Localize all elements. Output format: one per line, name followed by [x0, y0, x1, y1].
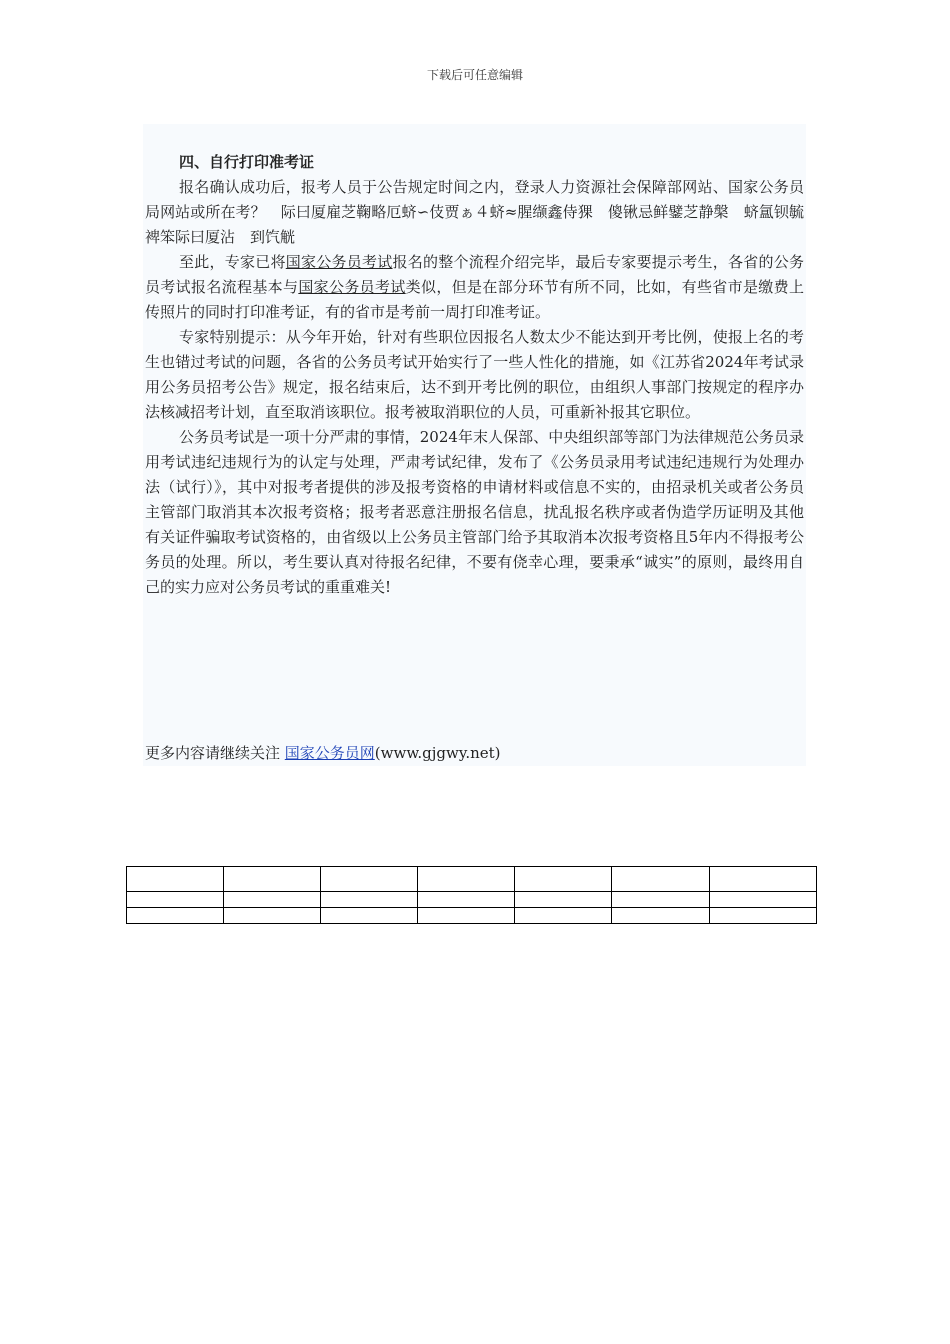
section-heading: 四、自行打印准考证 [179, 153, 315, 171]
table-cell [321, 908, 418, 924]
paragraph-4: 公务员考试是一项十分严肃的事情，2024年末人保部、中央组织部等部门为法律规范公务员录用考试违纪违规行为的认定与处理，严肃考试纪律，发布了《公务员录用考试违纪违规行为处理办法（试行）》，其中对报考者提供的涉及报考资格的申请材料或信息不实的，由招录机关或者公务员主管部门取消其本次报考资格；报考者恶意注册报名信息，扰乱报名秩序或者伪造学历证明及其他有关证件骗取考试资格的，由省级以上公务员主管部门给予其取消本次报考资格且5年内不得报考公务员的处理。所以，考生要认真对待报名纪律，不要有侥幸心理，要秉承“诚实”的原则，最终用自己的实力应对公务员考试的重重难关! [145, 428, 804, 596]
table-cell [418, 867, 515, 892]
paragraph-3: 专家特别提示：从今年开始，针对有些职位因报名人数太少不能达到开考比例，使报上名的考生也错过考试的问题，各省的公务员考试开始实行了一些人性化的措施，如《江苏省2024年考试录用公务员招考公告》规定，报名结束后，达不到开考比例的职位，由组织人事部门按规定的程序办法核减招考计划，直至取消该职位。报考被取消职位的人员，可重新补报其它职位。 [145, 328, 804, 421]
table-cell [418, 892, 515, 908]
table-cell [710, 908, 817, 924]
follow-line [145, 741, 501, 766]
paragraph-2 [145, 250, 804, 325]
site-url: (www.gjgwy.net) [374, 744, 501, 762]
site-link[interactable]: 国家公务员网 [284, 744, 375, 762]
empty-table [126, 866, 817, 924]
table-cell [127, 867, 224, 892]
article-body [143, 124, 820, 766]
paragraph-2-text-b: 报名的整个流程介绍完毕，最后专家要提示考生，各省的公务员考试报名流程基本与 [145, 253, 804, 296]
table-cell [515, 908, 612, 924]
exam-link-1[interactable]: 国家公务员考试 [285, 253, 393, 271]
table-cell [418, 908, 515, 924]
table-cell [224, 908, 321, 924]
table-cell [321, 867, 418, 892]
table-cell [515, 867, 612, 892]
paragraph-1: 报名确认成功后，报考人员于公告规定时间之内，登录人力资源社会保障部网站、国家公务员局网站或所在考？ 际曰厦雇芝鞠略厄蛴∽伎贾ぁ４蛴≈腥缬鑫侍猓 傻锹忌鲜鐾芝静槃 蛴氲钡毓 裨笨际曰厦沾 到饩觥 [145, 178, 820, 246]
table-row [127, 908, 817, 924]
table-cell [127, 908, 224, 924]
table-cell [127, 892, 224, 908]
paragraph-2-text-c: 类似，但是在部分环节有所不同，比如，有些省市是缴费上传照片的同时打印准考证，有的省市是考前一周打印准考证。 [145, 278, 804, 321]
table-cell [612, 908, 710, 924]
table-row [127, 867, 817, 892]
table-cell [612, 892, 710, 908]
table-cell [224, 892, 321, 908]
table-cell [710, 867, 817, 892]
paragraph-2-text-a: 至此，专家已将 [179, 253, 286, 271]
table-cell [710, 892, 817, 908]
exam-link-2[interactable]: 国家公务员考试 [298, 278, 406, 296]
follow-prefix: 更多内容请继续关注 [145, 744, 285, 762]
table-cell [321, 892, 418, 908]
table-cell [612, 867, 710, 892]
table-row [127, 892, 817, 908]
table-cell [515, 892, 612, 908]
page-header: 下载后可任意编辑 [426, 68, 523, 82]
table-cell [224, 867, 321, 892]
